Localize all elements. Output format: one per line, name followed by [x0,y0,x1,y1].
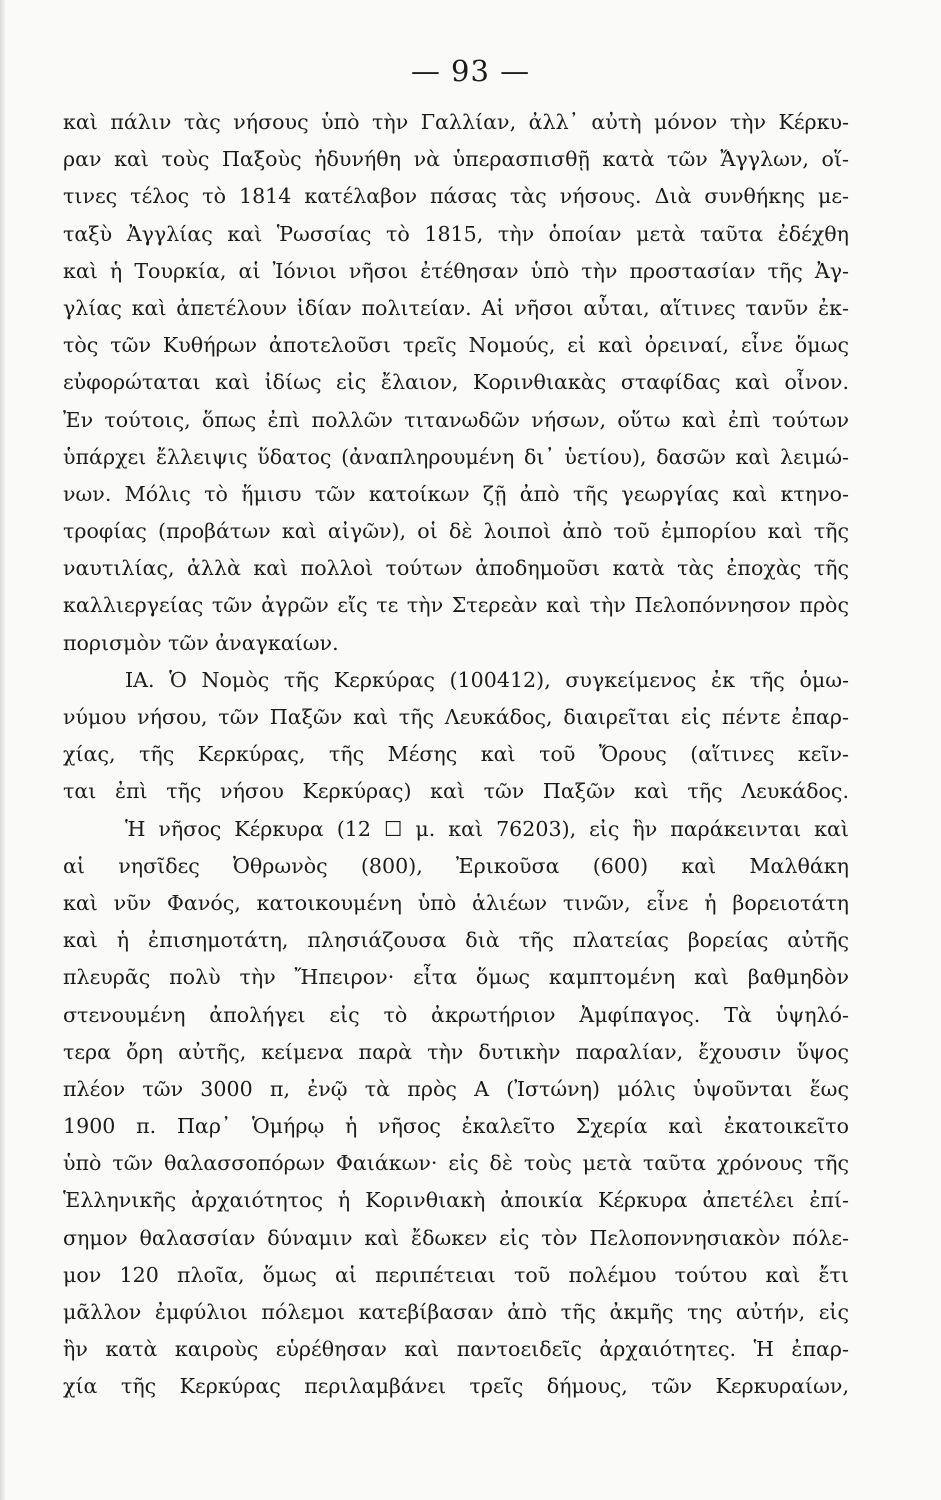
text-line: ται ἐπὶ τῆς νήσου Κερκύρας) καὶ τῶν Παξῶν καὶ τῆς Λευκάδος. [63,779,849,804]
text-line: τινες τέλος τὸ 1814 κατέλαβον πάσας τὰς νήσους. Διὰ συνθήκης με- [63,184,849,209]
text-line: 1900 π. Παρ᾽ Ὁμήρῳ ἡ νῆσος ἐκαλεῖτο Σχερία καὶ ἐκατοικεῖτο [63,1114,849,1139]
text-line: καὶ πάλιν τὰς νήσους ὑπὸ τὴν Γαλλίαν, ἀλλ᾽ αὐτὴ μόνον τὴν Κέρκυ- [63,110,849,134]
text-line: αἱ νησῖδες Ὀθρωνὸς (800), Ἐρικοῦσα (600) καὶ Μαλθάκη [63,853,849,878]
text-line: μᾶλλον ἐμφύλιοι πόλεμοι κατεβίβασαν ἀπὸ τῆς ἀκμῆς της αὐτήν, εἰς [63,1300,849,1324]
text-line: ναυτιλίας, ἀλλὰ καὶ πολλοὶ τούτων ἀποδημοῦσι κατὰ τὰς ἐποχὰς τῆς [63,556,849,581]
text-line: πορισμὸν τῶν ἀναγκαίων. [63,630,339,655]
text-line: καὶ νῦν Φανός, κατοικουμένη ὑπὸ ἁλιέων τινῶν, εἶνε ἡ βορειοτάτη [63,890,849,915]
text-line: ὑπὸ τῶν θαλασσοπόρων Φαιάκων· εἰς δὲ τοὺς μετὰ ταῦτα χρόνους τῆς [63,1151,849,1176]
text-line: στενουμένη ἀπολήγει εἰς τὸ ἀκρωτήριον Ἀμφίπαγος. Τὰ ὑψηλό- [63,1002,849,1027]
body-text [63,104,849,1406]
text-line: τροφίας (προβάτων καὶ αἰγῶν), οἱ δὲ λοιποὶ ἀπὸ τοῦ ἐμπορίου καὶ τῆς [63,519,849,544]
text-line: ταξὺ Ἀγγλίας καὶ Ῥωσσίας τὸ 1815, τὴν ὁποίαν μετὰ ταῦτα ἐδέχθη [63,221,849,246]
text-line: καὶ ἡ Τουρκία, αἱ Ἰόνιοι νῆσοι ἐτέθησαν ὑπὸ τὴν προστασίαν τῆς Ἀγ- [63,258,849,283]
text-line: πλέον τῶν 3000 π, ἐνῷ τὰ πρὸς Α (Ἰστώνη) μόλις ὑψοῦνται ἕως [63,1076,849,1101]
text-line: Ἡ νῆσος Κέρκυρα (12 ☐ μ. καὶ 76203), εἰς ἣν παράκεινται καὶ [125,816,849,841]
text-line: μον 120 πλοῖα, ὅμως αἱ περιπέτειαι τοῦ πολέμου τούτου καὶ ἔτι [63,1262,849,1287]
text-line: πλευρᾶς πολὺ τὴν Ἤπειρον· εἶτα ὅμως καμπτομένη καὶ βαθμηδὸν [63,965,849,990]
text-line: ραν καὶ τοὺς Παξοὺς ἠδυνήθη νὰ ὑπερασπισθῇ κατὰ τῶν Ἄγγλων, οἵ- [63,147,849,172]
page-number: — 93 — [410,54,531,88]
section-heading-line: ΙΑ. Ὁ Νομὸς τῆς Κερκύρας (100412), συγκείμενος ἐκ τῆς ὁμω- [125,667,849,692]
text-line: ὑπάρχει ἔλλειψις ὕδατος (ἀναπληρουμένη δι᾽ ὑετίου), δασῶν καὶ λειμώ- [63,444,849,469]
text-line: τερα ὄρη αὐτῆς, κείμενα παρὰ τὴν δυτικὴν παραλίαν, ἔχουσιν ὕψος [63,1039,849,1064]
text-line: καὶ ἡ ἐπισημοτάτη, πλησιάζουσα διὰ τῆς πλατείας βορείας αὐτῆς [63,928,849,953]
text-line: σημον θαλασσίαν δύναμιν καὶ ἔδωκεν εἰς τὸν Πελοποννησιακὸν πόλε- [63,1225,849,1250]
text-line: χία τῆς Κερκύρας περιλαμβάνει τρεῖς δήμους, τῶν Κερκυραίων, [63,1374,849,1399]
text-line: νων. Μόλις τὸ ἥμισυ τῶν κατοίκων ζῇ ἀπὸ τῆς γεωργίας καὶ κτηνο- [63,481,849,506]
page-edge-shadow [0,0,6,1500]
text-line: Ἐν τούτοις, ὅπως ἐπὶ πολλῶν τιτανωδῶν νήσων, οὕτω καὶ ἐπὶ τούτων [63,407,849,432]
text-line: τὸς τῶν Κυθήρων ἀποτελοῦσι τρεῖς Νομούς, εἰ καὶ ὀρειναί, εἶνε ὅμως [63,333,849,358]
text-line: γλίας καὶ ἀπετέλουν ἰδίαν πολιτείαν. Αἱ νῆσοι αὗται, αἵτινες τανῦν ἐκ- [63,295,849,320]
text-line: Ἑλληνικῆς ἀρχαιότητος ἡ Κορινθιακὴ ἀποικία Κέρκυρα ἀπετέλει ἐπί- [63,1188,849,1213]
text-line: ἣν κατὰ καιροὺς εὑρέθησαν καὶ παντοειδεῖς ἀρχαιότητες. Ἡ ἐπαρ- [63,1337,849,1362]
text-line: χίας, τῆς Κερκύρας, τῆς Μέσης καὶ τοῦ Ὄρους (αἵτινες κεῖν- [63,742,849,767]
text-line: νύμου νήσου, τῶν Παξῶν καὶ τῆς Λευκάδος, διαιρεῖται εἰς πέντε ἐπαρ- [63,705,849,729]
text-line: εὐφορώταται καὶ ἰδίως εἰς ἔλαιον, Κορινθιακὰς σταφίδας καὶ οἶνον. [63,370,849,395]
text-line: καλλιεργείας τῶν ἀγρῶν εἴς τε τὴν Στερεὰν καὶ τὴν Πελοπόννησον πρὸς [63,593,849,618]
